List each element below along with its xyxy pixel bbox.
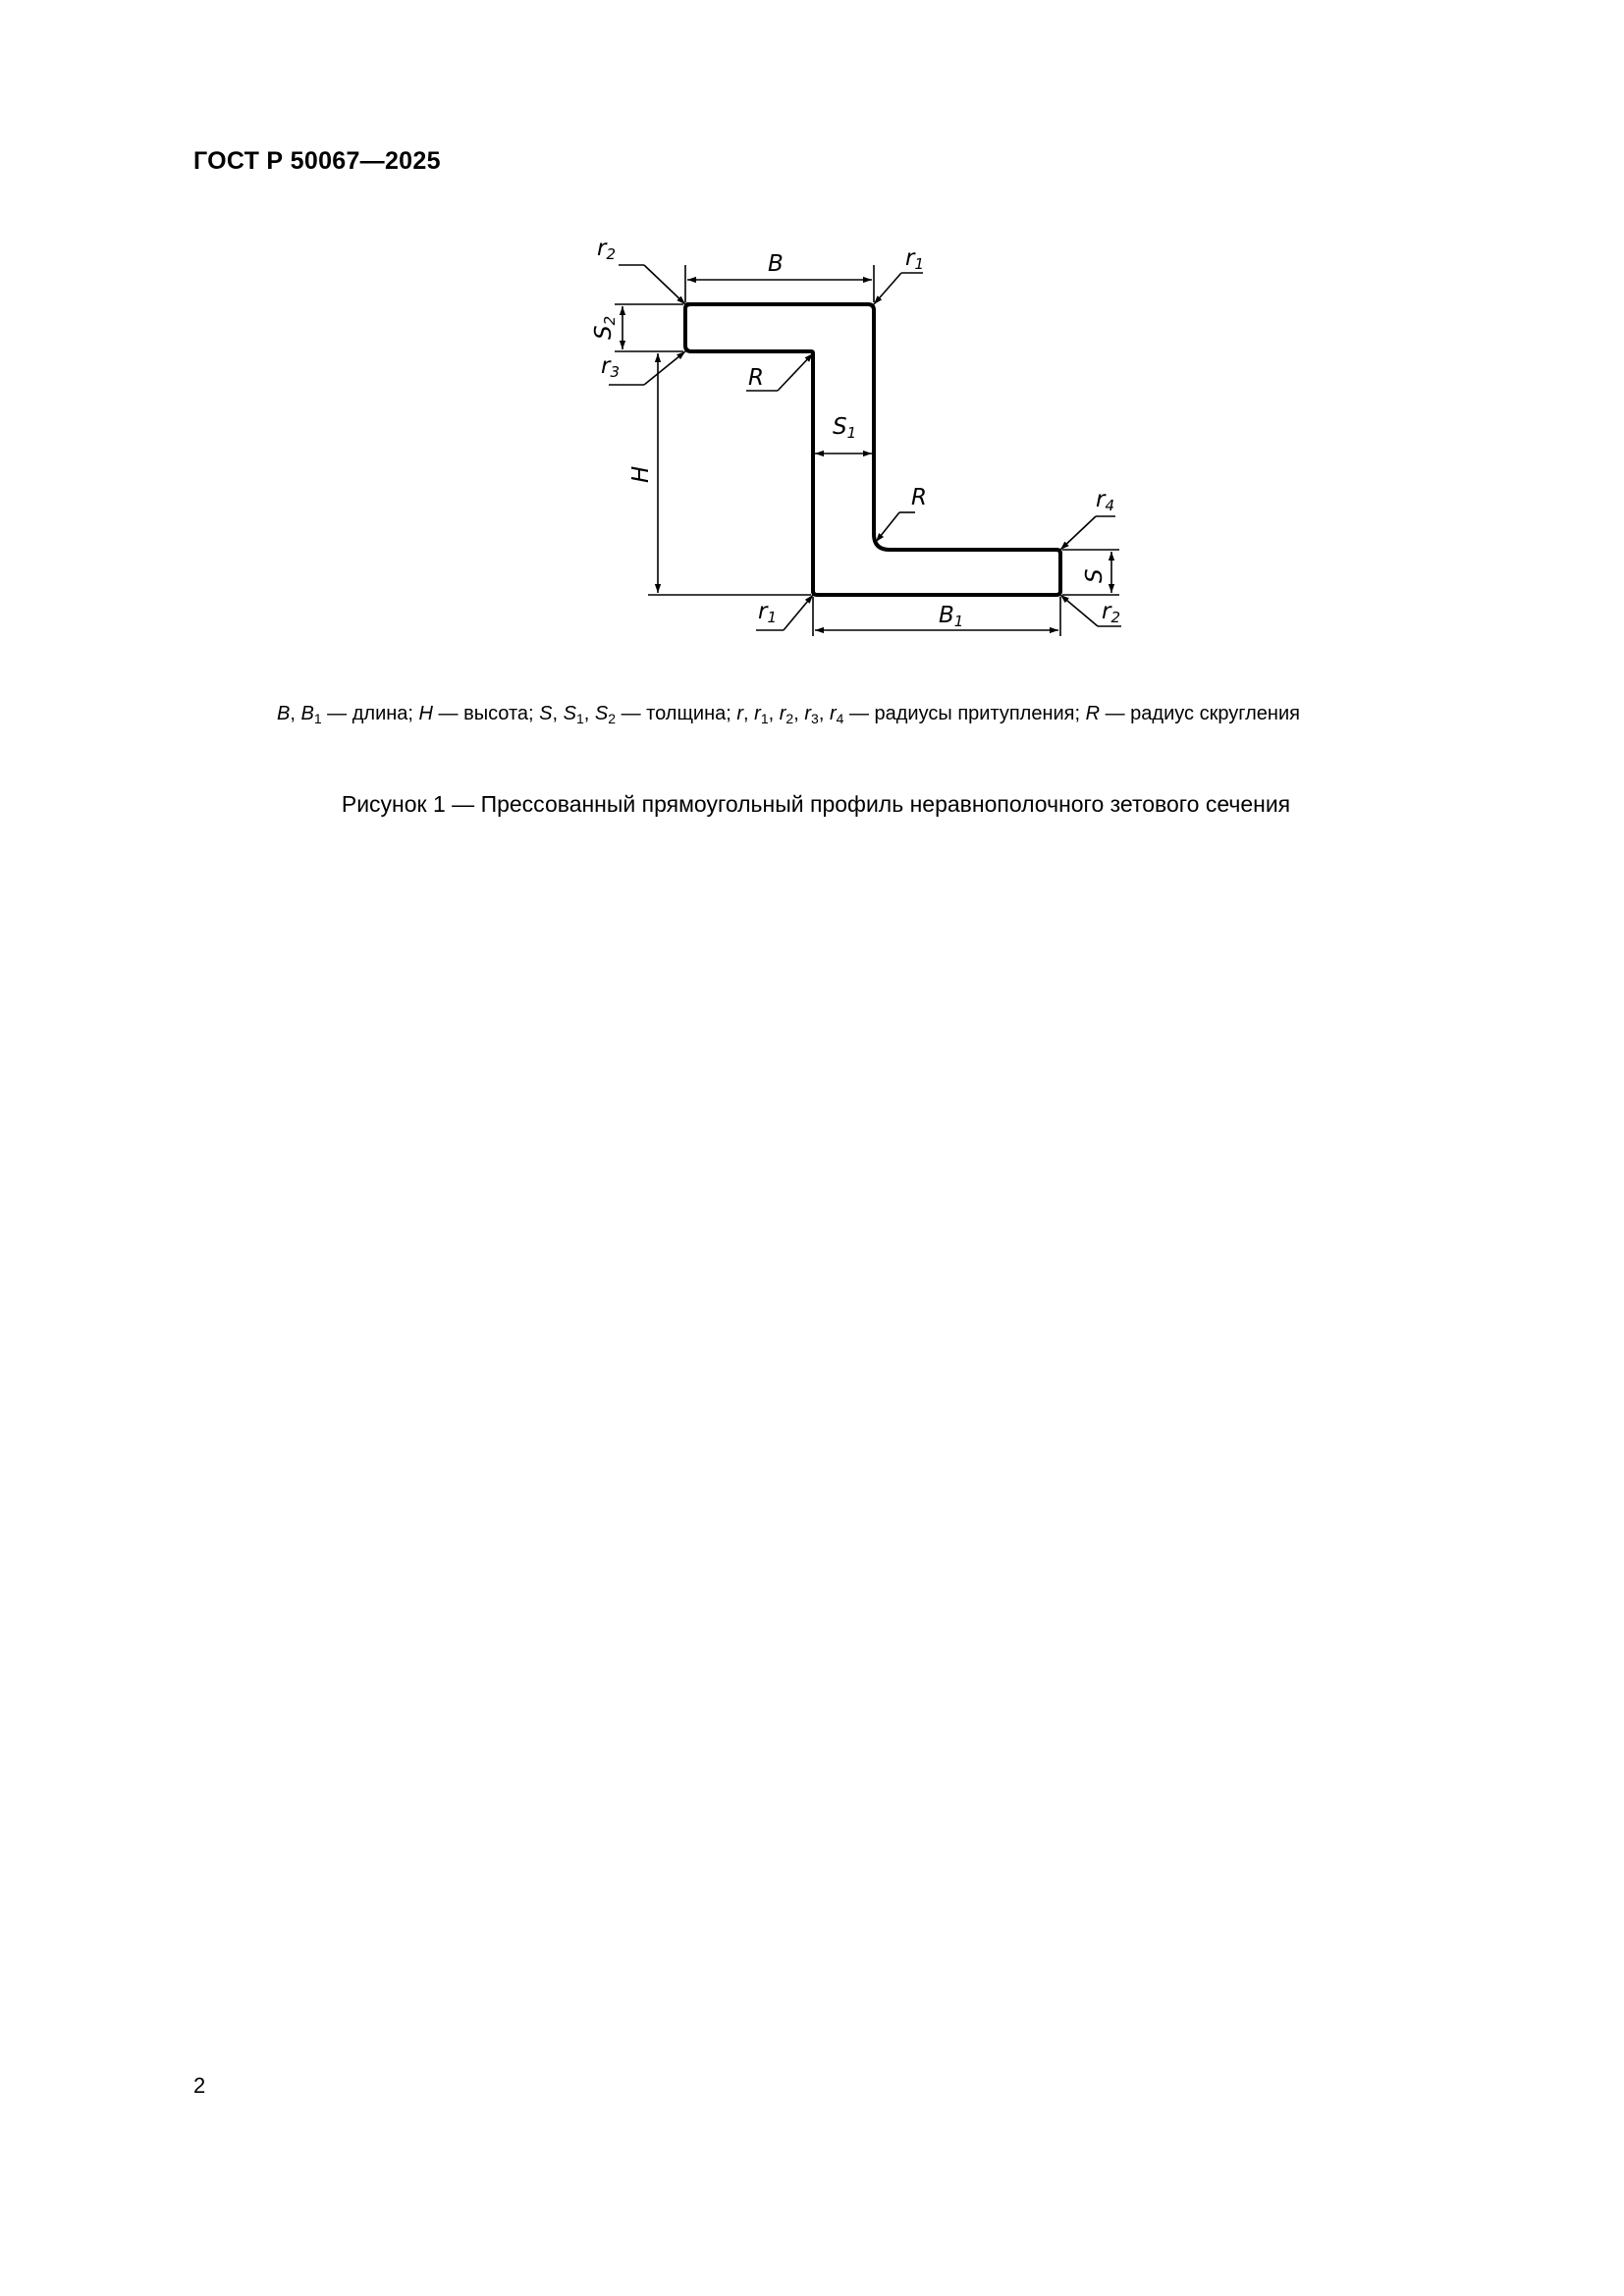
label-r-top: R — [748, 365, 764, 391]
figure-caption-text: Рисунок 1 — Прессованный прямоугольный профиль неравнополочного зетового сечения — [341, 791, 1291, 817]
label-s2: S2 — [591, 315, 619, 340]
label-h: H — [628, 465, 654, 483]
label-r1-bottom: r1 — [758, 599, 778, 626]
label-r1-top: r1 — [905, 245, 925, 273]
label-s: S — [1082, 568, 1108, 583]
label-b1: B1 — [939, 603, 964, 630]
figure-caption — [0, 791, 1624, 818]
figure-legend: B, $B_1$ — длина; H — высота; S, $S_1$, $S_2$ — толщина; r, $r_1$, $r_2$, $r_3$, $r_4$ — радиусы притупления; R — радиус скругления — [277, 703, 1300, 726]
dimension-s2 — [615, 304, 683, 351]
z-profile-outline — [685, 304, 1060, 595]
label-r2: r2 — [597, 236, 617, 263]
z-profile-drawing — [550, 226, 1139, 658]
leader-r4 — [1060, 516, 1115, 550]
leader-r3 — [609, 351, 685, 385]
leader-r-bottom — [876, 512, 915, 542]
page-number: 2 — [193, 2073, 206, 2098]
leader-r1-top — [874, 273, 923, 304]
label-b: B — [768, 251, 784, 277]
z-profile-svg — [550, 226, 1139, 658]
dimension-b1 — [813, 597, 1060, 636]
label-r3: r3 — [601, 353, 621, 381]
leader-r2 — [619, 265, 685, 304]
label-r-bottom: R — [911, 485, 927, 510]
document-id: ГОСТ Р 50067—2025 — [193, 147, 441, 175]
label-r-small: r2 — [1102, 599, 1121, 626]
label-s1: S1 — [833, 414, 857, 442]
label-r4: r4 — [1096, 487, 1115, 514]
dimension-h — [648, 353, 811, 595]
